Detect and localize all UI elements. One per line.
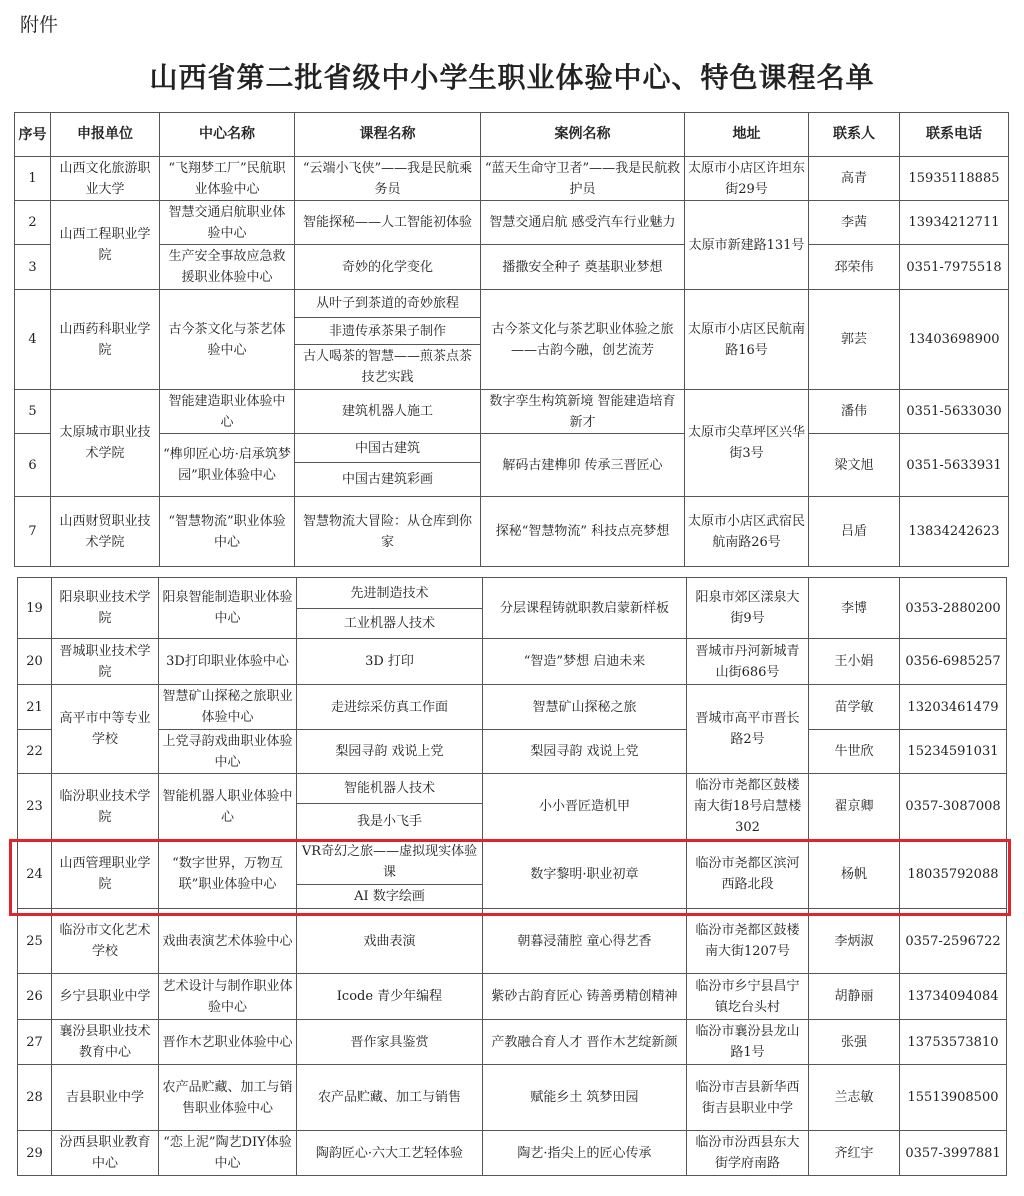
cell-no: 25 xyxy=(18,909,52,974)
cell-course: 智能机器人技术 xyxy=(297,774,483,804)
cell-contact: 李炳淑 xyxy=(809,909,900,974)
table-row xyxy=(18,639,1007,685)
cell-phone: 18035792088 xyxy=(900,840,1007,909)
cell-address: 临汾市尧都区鼓楼南大街18号启慧楼302 xyxy=(687,774,809,840)
cell-address: 太原市新建路131号 xyxy=(685,201,809,290)
cell-course: VR奇幻之旅——虚拟现实体验课 xyxy=(297,840,483,885)
cell-course: 建筑机器人施工 xyxy=(295,390,481,434)
cell-contact: 杨帆 xyxy=(809,840,900,909)
cell-center: 农产品贮藏、加工与销售职业体验中心 xyxy=(159,1065,297,1131)
cell-no: 2 xyxy=(15,201,51,245)
cell-address: 临汾市襄汾县龙山路1号 xyxy=(687,1020,809,1065)
cell-no: 21 xyxy=(18,685,52,730)
cell-case: 古今茶文化与茶艺职业体验之旅——古韵今融，创艺流芳 xyxy=(481,290,685,390)
cell-unit: 阳泉职业技术学院 xyxy=(52,578,159,639)
cell-contact: 吕盾 xyxy=(809,497,900,567)
cell-phone: 0353-2880200 xyxy=(900,578,1007,639)
cell-center: “恋上泥”陶艺DIY体验中心 xyxy=(159,1131,297,1176)
cell-center: 上党寻韵戏曲职业体验中心 xyxy=(159,730,297,774)
cell-unit: 高平市中等专业学校 xyxy=(52,685,159,774)
cell-address: 临汾市尧都区滨河西路北段 xyxy=(687,840,809,909)
cell-no: 1 xyxy=(15,157,51,201)
cell-unit: 襄汾县职业技术教育中心 xyxy=(52,1020,159,1065)
cell-contact: 苗学敏 xyxy=(809,685,900,730)
cell-center: 戏曲表演艺术体验中心 xyxy=(159,909,297,974)
table-row xyxy=(15,434,1009,463)
cell-phone: 13934212711 xyxy=(900,201,1009,245)
cell-center: 3D打印职业体验中心 xyxy=(159,639,297,685)
cell-case: 智慧交通启航 感受汽车行业魅力 xyxy=(481,201,685,245)
table-row xyxy=(15,245,1009,290)
cell-center: “飞翔梦工厂”民航职业体验中心 xyxy=(160,157,295,201)
table-row xyxy=(18,1131,1007,1176)
cell-contact: 张强 xyxy=(809,1020,900,1065)
cell-address: 晋城市高平市晋长路2号 xyxy=(687,685,809,774)
cell-course: 走进综采仿真工作面 xyxy=(297,685,483,730)
cell-unit: 山西财贸职业技术学院 xyxy=(51,497,160,567)
cell-phone: 13203461479 xyxy=(900,685,1007,730)
table-row xyxy=(15,390,1009,434)
cell-phone: 0357-3997881 xyxy=(900,1131,1007,1176)
cell-address: 临汾市乡宁县昌宁镇圪台头村 xyxy=(687,974,809,1020)
cell-phone: 15935118885 xyxy=(900,157,1009,201)
cell-course: 梨园寻韵 戏说上党 xyxy=(297,730,483,774)
cell-case: 赋能乡土 筑梦田园 xyxy=(483,1065,687,1131)
cell-no: 5 xyxy=(15,390,51,434)
header-center: 中心名称 xyxy=(160,113,295,157)
cell-no: 6 xyxy=(15,434,51,497)
table-row xyxy=(18,730,1007,774)
cell-no: 19 xyxy=(18,578,52,639)
header-row xyxy=(15,113,1009,157)
table-row xyxy=(18,1065,1007,1131)
cell-no: 7 xyxy=(15,497,51,567)
cell-center: 阳泉智能制造职业体验中心 xyxy=(159,578,297,639)
header-course: 课程名称 xyxy=(295,113,481,157)
cell-center: 智慧交通启航职业体验中心 xyxy=(160,201,295,245)
cell-phone: 0351-5633030 xyxy=(900,390,1009,434)
cell-course: 3D 打印 xyxy=(297,639,483,685)
cell-phone: 13403698900 xyxy=(900,290,1009,390)
header-case: 案例名称 xyxy=(481,113,685,157)
cell-case: “智造”梦想 启迪未来 xyxy=(483,639,687,685)
cell-case: 数字黎明·职业初章 xyxy=(483,840,687,909)
cell-contact: 邳荣伟 xyxy=(809,245,900,290)
cell-course: 智慧物流大冒险：从仓库到你家 xyxy=(295,497,481,567)
cell-no: 24 xyxy=(18,840,52,909)
cell-address: 太原市小店区许坦东街29号 xyxy=(685,157,809,201)
table-row xyxy=(18,909,1007,974)
cell-unit: 山西文化旅游职业大学 xyxy=(51,157,160,201)
cell-center: 古今茶文化与茶艺体验中心 xyxy=(160,290,295,390)
cell-course: AI 数字绘画 xyxy=(297,885,483,909)
cell-address: 太原市小店区武宿民航南路26号 xyxy=(685,497,809,567)
cell-case: 朝暮浸蒲腔 童心得艺香 xyxy=(483,909,687,974)
table-row xyxy=(18,774,1007,804)
header-phone: 联系电话 xyxy=(900,113,1009,157)
cell-contact: 齐红宇 xyxy=(809,1131,900,1176)
cell-case: 播撒安全种子 奠基职业梦想 xyxy=(481,245,685,290)
cell-case: “蓝天生命守卫者”——我是民航救护员 xyxy=(481,157,685,201)
cell-phone: 13753573810 xyxy=(900,1020,1007,1065)
cell-course: 工业机器人技术 xyxy=(297,609,483,639)
cell-course: 中国古建筑彩画 xyxy=(295,463,481,497)
cell-unit: 临汾职业技术学院 xyxy=(52,774,159,840)
cell-no: 28 xyxy=(18,1065,52,1131)
cell-contact: 高青 xyxy=(809,157,900,201)
cell-phone: 0357-3087008 xyxy=(900,774,1007,840)
cell-phone: 15513908500 xyxy=(900,1065,1007,1131)
cell-case: 梨园寻韵 戏说上党 xyxy=(483,730,687,774)
cell-case: 智慧矿山探秘之旅 xyxy=(483,685,687,730)
document-title: 山西省第二批省级中小学生职业体验中心、特色课程名单 xyxy=(149,61,875,94)
cell-course: 非遗传承茶果子制作 xyxy=(295,318,481,345)
cell-address: 太原市小店区民航南路16号 xyxy=(685,290,809,390)
cell-contact: 李博 xyxy=(809,578,900,639)
cell-address: 临汾市汾西县东大街学府南路 xyxy=(687,1131,809,1176)
cell-center: 生产安全事故应急救援职业体验中心 xyxy=(160,245,295,290)
cell-course: 智能探秘——人工智能初体验 xyxy=(295,201,481,245)
cell-address: 阳泉市郊区漾泉大街9号 xyxy=(687,578,809,639)
cell-contact: 牛世欣 xyxy=(809,730,900,774)
table-row xyxy=(15,497,1009,567)
cell-phone: 13734094084 xyxy=(900,974,1007,1020)
cell-unit: 临汾市文化艺术学校 xyxy=(52,909,159,974)
cell-case: 小小晋匠造机甲 xyxy=(483,774,687,840)
table-row xyxy=(15,201,1009,245)
cell-contact: 李茜 xyxy=(809,201,900,245)
cell-no: 20 xyxy=(18,639,52,685)
cell-contact: 郭芸 xyxy=(809,290,900,390)
cell-course: 陶韵匠心·六大工艺轻体验 xyxy=(297,1131,483,1176)
table-part-2 xyxy=(17,577,1007,1176)
cell-no: 26 xyxy=(18,974,52,1020)
cell-no: 4 xyxy=(15,290,51,390)
cell-no: 23 xyxy=(18,774,52,840)
cell-center: “智慧物流”职业体验中心 xyxy=(160,497,295,567)
table-row xyxy=(18,685,1007,730)
cell-address: 临汾市吉县新华西街吉县职业中学 xyxy=(687,1065,809,1131)
cell-course: 农产品贮藏、加工与销售 xyxy=(297,1065,483,1131)
cell-case: 产教融合育人才 晋作木艺绽新颜 xyxy=(483,1020,687,1065)
cell-phone: 0351-5633931 xyxy=(900,434,1009,497)
cell-phone: 0356-6985257 xyxy=(900,639,1007,685)
cell-unit: 汾西县职业教育中心 xyxy=(52,1131,159,1176)
cell-case: 探秘“智慧物流” 科技点亮梦想 xyxy=(481,497,685,567)
cell-no: 29 xyxy=(18,1131,52,1176)
cell-center: “榫卯匠心坊·启承筑梦园”职业体验中心 xyxy=(160,434,295,497)
cell-course: Icode 青少年编程 xyxy=(297,974,483,1020)
cell-center: “数字世界，万物互联”职业体验中心 xyxy=(159,840,297,909)
header-contact: 联系人 xyxy=(809,113,900,157)
cell-contact: 王小娟 xyxy=(809,639,900,685)
cell-course: 先进制造技术 xyxy=(297,578,483,609)
cell-contact: 潘伟 xyxy=(809,390,900,434)
table-row xyxy=(18,974,1007,1020)
cell-case: 紫砂古韵育匠心 铸善勇精创精神 xyxy=(483,974,687,1020)
cell-no: 3 xyxy=(15,245,51,290)
cell-course: 戏曲表演 xyxy=(297,909,483,974)
table-row xyxy=(15,290,1009,318)
table-row xyxy=(18,840,1007,885)
cell-phone: 0357-2596722 xyxy=(900,909,1007,974)
cell-case: 解码古建榫卯 传承三晋匠心 xyxy=(481,434,685,497)
cell-no: 22 xyxy=(18,730,52,774)
cell-course: 晋作家具鉴赏 xyxy=(297,1020,483,1065)
header-no: 序号 xyxy=(15,113,51,157)
cell-center: 晋作木艺职业体验中心 xyxy=(159,1020,297,1065)
table-row xyxy=(18,578,1007,609)
cell-course: 从叶子到茶道的奇妙旅程 xyxy=(295,290,481,318)
cell-contact: 兰志敏 xyxy=(809,1065,900,1131)
cell-course: 奇妙的化学变化 xyxy=(295,245,481,290)
cell-course: “云端小飞侠”——我是民航乘务员 xyxy=(295,157,481,201)
cell-case: 分层课程铸就职教启蒙新样板 xyxy=(483,578,687,639)
table-row xyxy=(15,157,1009,201)
cell-unit: 山西工程职业学院 xyxy=(51,201,160,290)
attachment-label: 附件 xyxy=(20,14,59,36)
cell-phone: 15234591031 xyxy=(900,730,1007,774)
cell-center: 智慧矿山探秘之旅职业体验中心 xyxy=(159,685,297,730)
cell-course: 我是小飞手 xyxy=(297,804,483,840)
cell-contact: 翟京卿 xyxy=(809,774,900,840)
cell-unit: 山西管理职业学院 xyxy=(52,840,159,909)
cell-address: 临汾市尧都区鼓楼南大街1207号 xyxy=(687,909,809,974)
cell-center: 智能建造职业体验中心 xyxy=(160,390,295,434)
cell-phone: 13834242623 xyxy=(900,497,1009,567)
cell-unit: 晋城职业技术学院 xyxy=(52,639,159,685)
table-row xyxy=(18,1020,1007,1065)
cell-no: 27 xyxy=(18,1020,52,1065)
header-address: 地址 xyxy=(685,113,809,157)
cell-contact: 胡静丽 xyxy=(809,974,900,1020)
cell-course: 古人喝茶的智慧——煎茶点茶技艺实践 xyxy=(295,345,481,390)
cell-case: 数字孪生构筑新境 智能建造培育新才 xyxy=(481,390,685,434)
table-part-1 xyxy=(14,112,1009,567)
cell-case: 陶艺·指尖上的匠心传承 xyxy=(483,1131,687,1176)
cell-contact: 梁文旭 xyxy=(809,434,900,497)
cell-unit: 乡宁县职业中学 xyxy=(52,974,159,1020)
cell-address: 晋城市丹河新城青山街686号 xyxy=(687,639,809,685)
cell-unit: 山西药科职业学院 xyxy=(51,290,160,390)
cell-phone: 0351-7975518 xyxy=(900,245,1009,290)
header-unit: 申报单位 xyxy=(51,113,160,157)
cell-address: 太原市尖草坪区兴华街3号 xyxy=(685,390,809,497)
cell-unit: 吉县职业中学 xyxy=(52,1065,159,1131)
cell-unit: 太原城市职业技术学院 xyxy=(51,390,160,497)
cell-course: 中国古建筑 xyxy=(295,434,481,463)
cell-center: 艺术设计与制作职业体验中心 xyxy=(159,974,297,1020)
cell-center: 智能机器人职业体验中心 xyxy=(159,774,297,840)
